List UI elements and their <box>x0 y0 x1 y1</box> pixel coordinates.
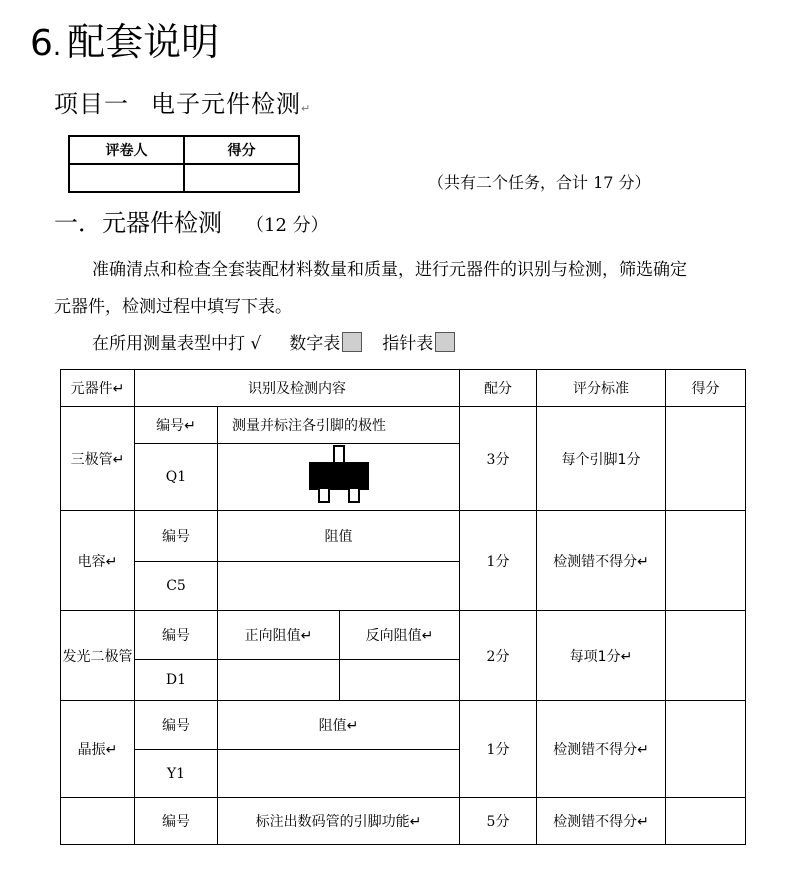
crystal-code-label: 编号 <box>135 701 218 750</box>
led-forward-value[interactable] <box>218 660 340 701</box>
transistor-content: 测量并标注各引脚的极性 <box>218 407 460 444</box>
crystal-code: Y1 <box>135 750 218 798</box>
capacitor-code-label: 编号 <box>135 511 218 562</box>
heading-dot: . <box>52 32 62 62</box>
table-row <box>61 701 746 750</box>
project-name: 电子元件检测 <box>151 90 301 118</box>
led-criteria: 每项1分↵ <box>537 611 666 701</box>
instruction-line-1: 准确清点和检查全套装配材料数量和质量，进行元器件的识别与检测，筛选确定 <box>92 260 687 280</box>
capacitor-content: 阻值 <box>218 511 460 562</box>
led-reverse-label: 反向阻值↵ <box>340 611 460 660</box>
project-title <box>54 88 311 125</box>
analog-meter-checkbox[interactable] <box>435 332 455 352</box>
crystal-name: 晶振↵ <box>61 701 135 798</box>
header-component: 元器件↵ <box>61 370 135 407</box>
capacitor-points: 1分 <box>460 511 537 611</box>
capacitor-value-cell[interactable] <box>218 562 460 611</box>
paragraph-mark: ↵ <box>301 102 312 115</box>
transistor-score[interactable] <box>666 407 746 511</box>
led-name: 发光二极管 <box>61 611 135 701</box>
table-row <box>61 611 746 660</box>
crystal-score[interactable] <box>666 701 746 798</box>
instruction-line-2: 元器件，检测过程中填写下表。 <box>54 297 292 317</box>
section-name: 一．元器件检测 <box>54 209 222 237</box>
heading-number: 6 <box>30 23 53 64</box>
analog-meter-label: 指针表 <box>382 334 434 354</box>
led-code-label: 编号 <box>135 611 218 660</box>
meter-select <box>92 331 455 357</box>
digital-meter-label: 数字表 <box>289 334 341 354</box>
transistor-code: Q1 <box>135 444 218 511</box>
transistor-code-label: 编号↵ <box>135 407 218 444</box>
capacitor-code: C5 <box>135 562 218 611</box>
digital-meter-checkbox[interactable] <box>342 332 362 352</box>
grader-header: 评卷人 <box>69 136 184 164</box>
table-row <box>61 511 746 562</box>
crystal-content: 阻值↵ <box>218 701 460 750</box>
display-score[interactable] <box>666 798 746 845</box>
score-cell <box>184 164 299 192</box>
crystal-points: 1分 <box>460 701 537 798</box>
table-row <box>61 407 746 444</box>
score-header: 得分 <box>184 136 299 164</box>
transistor-pinout-cell <box>218 444 460 511</box>
header-criteria: 评分标准 <box>537 370 666 407</box>
capacitor-name: 电容↵ <box>61 511 135 611</box>
grader-cell <box>69 164 184 192</box>
led-points: 2分 <box>460 611 537 701</box>
header-content: 识别及检测内容 <box>135 370 460 407</box>
page-heading <box>30 16 219 73</box>
display-name <box>61 798 135 845</box>
led-forward-label: 正向阻值↵ <box>218 611 340 660</box>
task-summary: （共有二个任务，合计 17 分） <box>428 173 651 192</box>
heading-title: 配套说明 <box>67 20 220 64</box>
led-reverse-value[interactable] <box>340 660 460 701</box>
table-header-row <box>61 370 746 407</box>
project-label: 项目一 <box>54 90 129 118</box>
display-code-label: 编号 <box>135 798 218 845</box>
capacitor-score[interactable] <box>666 511 746 611</box>
meter-select-label: 在所用测量表型中打 √ <box>92 334 262 354</box>
component-table <box>60 369 746 845</box>
transistor-name: 三极管↵ <box>61 407 135 511</box>
header-score: 得分 <box>666 370 746 407</box>
section-title <box>54 207 329 242</box>
crystal-criteria: 检测错不得分↵ <box>537 701 666 798</box>
grader-table <box>68 135 300 193</box>
display-content: 标注出数码管的引脚功能↵ <box>218 798 460 845</box>
led-score[interactable] <box>666 611 746 701</box>
transistor-points: 3分 <box>460 407 537 511</box>
section-points: （12 分） <box>246 215 329 236</box>
capacitor-criteria: 检测错不得分↵ <box>537 511 666 611</box>
crystal-value-cell[interactable] <box>218 750 460 798</box>
table-row <box>61 798 746 845</box>
transistor-criteria: 每个引脚1分 <box>537 407 666 511</box>
led-code: D1 <box>135 660 218 701</box>
display-criteria: 检测错不得分↵ <box>537 798 666 845</box>
header-points: 配分 <box>460 370 537 407</box>
sot23-package-icon <box>307 444 371 506</box>
display-points: 5分 <box>460 798 537 845</box>
